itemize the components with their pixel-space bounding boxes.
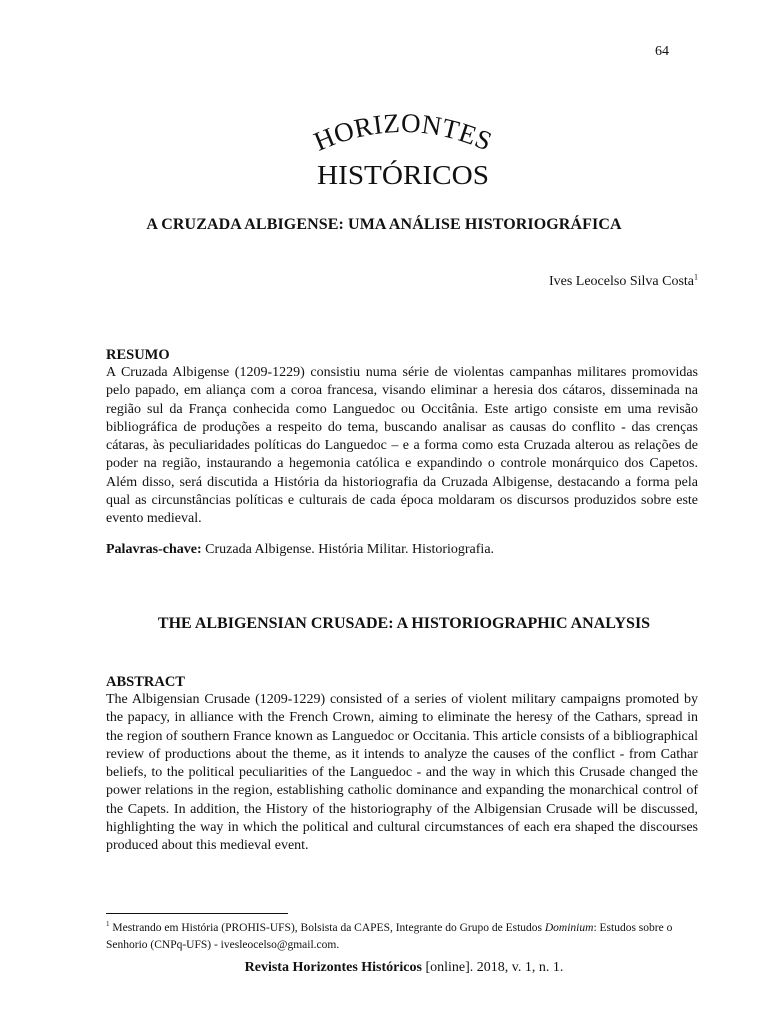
author-line	[549, 274, 698, 290]
keywords-label: Palavras-chave:	[106, 542, 202, 557]
article-title-portuguese: A CRUZADA ALBIGENSE: UMA ANÁLISE HISTORIOGRÁFICA	[146, 216, 622, 233]
logo-line-1: HORIZONTES	[309, 112, 497, 157]
abstract-heading: ABSTRACT	[106, 674, 185, 690]
page-number: 64	[655, 44, 669, 59]
logo-line-2: HISTÓRICOS	[317, 160, 489, 190]
footnote-text-end: : Estudos sobre o Senhorio (CNPq-UFS) - ivesleocelso@gmail.com.	[106, 922, 673, 951]
footnote-italic: Dominium	[544, 922, 594, 934]
footnote-text-start: Mestrando em História (PROHIS-UFS), Bolsista da CAPES, Integrante do Grupo de Estudos	[112, 922, 542, 934]
page-footer	[0, 960, 768, 976]
footnote-divider	[106, 913, 288, 914]
keywords-text: Cruzada Albigense. História Militar. Historiografia.	[205, 542, 495, 557]
abstract-text: The Albigensian Crusade (1209-1229) consisted of a series of violent military campaigns promoted by the papacy, in alliance with the French Crown, aiming to eliminate the heresy of the Cathars, spread in the region of southern France known as Languedoc or Occitania. This article consists of a bibliographical review of productions about the theme, as it intends to analyze the causes of the conflict - from Cathar beliefs, to the political peculiarities of the Languedoc - and the way in which this Crusade changed the power relations in the region, establishing catholic dominance and expanding the monarchical control of the Capets. In addition, the History of the historiography of the Albigensian Crusade will be discussed, highlighting the way in which the political and cultural circumstances of each era shaped the discourses produced about this medieval event.	[106, 692, 698, 854]
footnote	[106, 920, 698, 953]
resumo-text: A Cruzada Albigense (1209-1229) consistiu numa série de violentas campanhas militares promovidas pelo papado, em aliança com a coroa francesa, visando eliminar a heresia dos cátaros, disseminada na região sul da França conhecida como Languedoc ou Occitânia. Este artigo consiste em uma revisão bibliográfica de produções a respeito do tema, buscando analisar as causas do conflito - das crenças cátaras, às peculiaridades políticas do Languedoc – e a forma como esta Cruzada alterou as relações de poder na região, instaurando a hegemonia católica e expandindo o controle monárquico dos Capetos. Além disso, será discutida a História da historiografia da Cruzada Albigense, destacando a forma pela qual as circunstâncias políticas e culturais de cada época moldaram os discursos produzidos sobre este evento medieval.	[106, 365, 698, 527]
footnote-mark: 1	[106, 920, 110, 929]
journal-logo	[305, 112, 501, 192]
keywords-line	[106, 542, 494, 558]
author-name: Ives Leocelso Silva Costa	[548, 274, 694, 289]
resumo-heading: RESUMO	[106, 347, 170, 363]
footer-citation: [online]. 2018, v. 1, n. 1.	[425, 960, 564, 975]
article-title-english: THE ALBIGENSIAN CRUSADE: A HISTORIOGRAPHIC ANALYSIS	[157, 615, 651, 632]
author-footnote-mark[interactable]: 1	[694, 272, 698, 282]
footer-journal-name: Revista Horizontes Históricos	[244, 960, 422, 975]
